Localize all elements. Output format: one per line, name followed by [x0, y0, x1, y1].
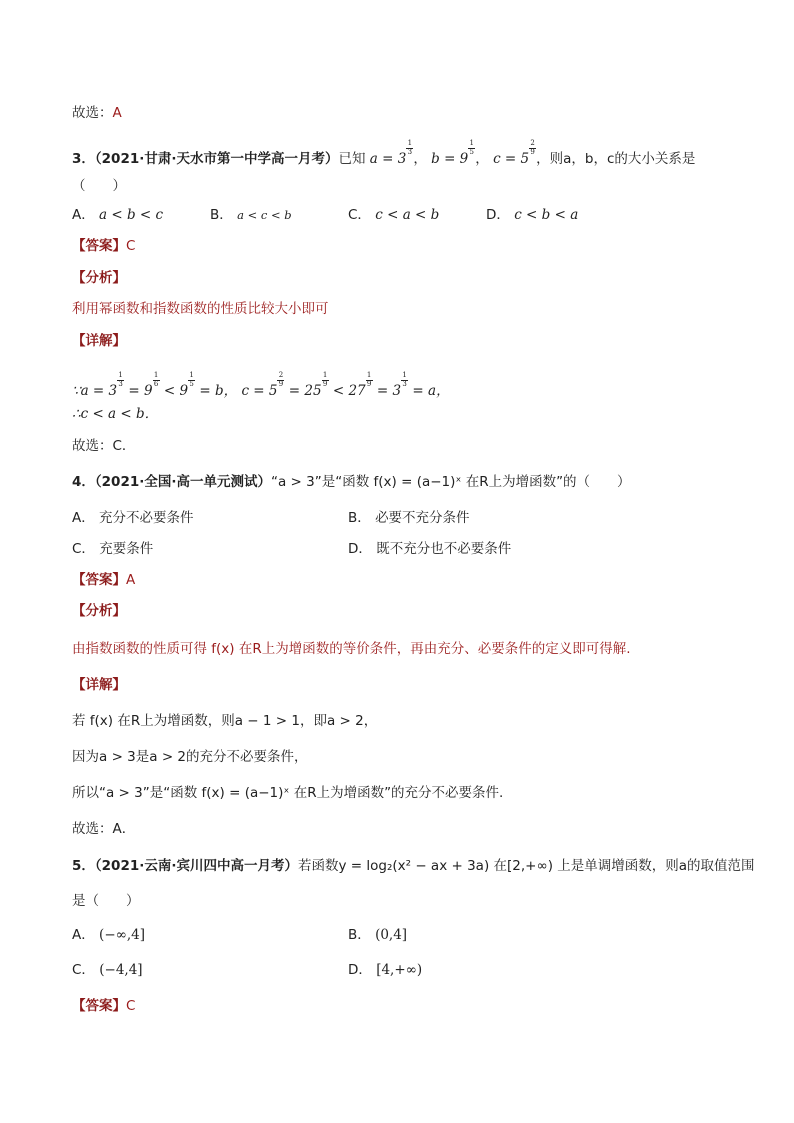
- q4-option-c: C． 充要条件: [72, 541, 154, 557]
- q4-answer: 【答案】A: [72, 572, 136, 588]
- q3-detail-label: 【详解】: [72, 333, 126, 349]
- q3-stem: 3．（2021·甘肃·天水市第一中学高一月考）已知 a = 3 $^{\frac{1}{3}}$ ， b = 9 $^{\frac{1}{5}}$ ， c = 5 $^{\frac{2}{9}}$ ，则a，b，c的大小关系是: [72, 139, 696, 167]
- q4-option-d: D． 既不充分也不必要条件: [348, 541, 512, 557]
- q5-option-a: A． (−∞,4]: [72, 927, 146, 943]
- q5-answer: 【答案】C: [72, 998, 136, 1014]
- q4-option-a: A． 充分不必要条件: [72, 510, 194, 526]
- choice-prefix: 故选：: [72, 105, 113, 121]
- q4-detail-label: 【详解】: [72, 677, 126, 693]
- q3-number: 3．: [72, 151, 95, 167]
- q4-detail-line3: 所以“a > 3”是“函数 f(x) = (a−1)ˣ 在R上为增函数”的充分不必要条件.: [72, 785, 504, 801]
- q3-stem-pre: 已知: [338, 151, 366, 167]
- q3-choice: 故选：C．: [72, 438, 136, 454]
- q3-stem-post: ，则a，b，c的大小关系是: [536, 151, 696, 167]
- q4-stem: [72, 472, 631, 492]
- prev-choice-line: [72, 103, 122, 123]
- q3-detail-line2: ∴c < a < b．: [72, 406, 159, 422]
- q4-number: 4．: [72, 474, 95, 490]
- q3-analysis-label: 【分析】: [72, 270, 126, 286]
- q4-option-b: B． 必要不充分条件: [348, 510, 470, 526]
- q3-c-def: c = 5 $^{\frac{2}{9}}$: [493, 139, 535, 167]
- q5-number: 5．: [72, 858, 95, 874]
- q3-option-c: C． c < a < b: [348, 207, 440, 223]
- q3-source: （2021·甘肃·天水市第一中学高一月考）: [94, 151, 339, 167]
- q3-option-d: D． c < b < a: [486, 207, 579, 223]
- q3-option-a: A． a < b < c: [72, 207, 164, 223]
- q4-detail-line1: 若 f(x) 在R上为增函数，则a − 1 > 1，即a > 2，: [72, 713, 378, 729]
- q3-option-b: B． a < c < b: [210, 207, 292, 223]
- q3-analysis: 利用幂函数和指数函数的性质比较大小即可: [72, 301, 329, 317]
- q4-source: （2021·全国·高一单元测试）: [94, 474, 271, 490]
- q3-a-def: a = 3 $^{\frac{1}{3}}$: [369, 139, 413, 167]
- q5-option-b: B． (0,4]: [348, 927, 408, 943]
- q4-analysis: 由指数函数的性质可得 f(x) 在R上为增函数的等价条件，再由充分、必要条件的定义即可得解.: [72, 641, 631, 657]
- choice-value: A: [112, 105, 122, 121]
- q3-answer: 【答案】C: [72, 238, 136, 254]
- q3-paren: （ ）: [72, 178, 126, 194]
- q3-detail-line1: ∵a = 3 $^{\frac{1}{3}}$ = 9 $^{\frac{1}{6}}$ < 9 $^{\frac{1}{5}}$ = b， c = 5 $^{\frac{2}{9}}$ = 25 $^{\frac{1}{9}}$ < 27 $^{\frac{1}{9}}$ = 3 $^{\frac{1}{3}}$ = a，: [72, 371, 450, 399]
- q5-option-c: C． (−4,4]: [72, 962, 143, 978]
- q4-analysis-label: 【分析】: [72, 603, 126, 619]
- q4-stem-text: “a > 3”是“函数 f(x) = (a−1)ˣ 在R上为增函数”的（ ）: [271, 474, 631, 490]
- q5-option-d: D． [4,+∞): [348, 962, 423, 978]
- q5-stem: [72, 856, 755, 876]
- q5-stem-cont: 是（ ）: [72, 893, 140, 909]
- q5-source: （2021·云南·宾川四中高一月考）: [94, 858, 298, 874]
- q4-choice: 故选：A．: [72, 821, 136, 837]
- q4-detail-line2: 因为a > 3是a > 2的充分不必要条件，: [72, 749, 308, 765]
- q3-b-def: b = 9 $^{\frac{1}{5}}$: [431, 139, 474, 167]
- q5-stem-text: 若函数y = log₂(x² − ax + 3a) 在[2,+∞) 上是单调增函数，则a的取值范围: [298, 858, 755, 874]
